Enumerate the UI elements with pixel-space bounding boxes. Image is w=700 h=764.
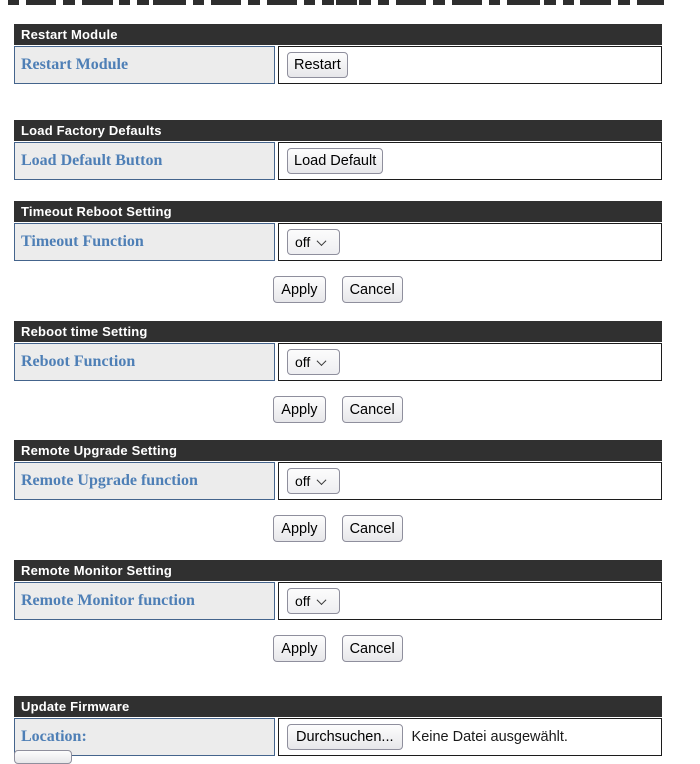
settings-section [14,440,662,542]
file-status-text: Keine Datei ausgewählt. [411,729,568,745]
load-default-button[interactable]: Load Default [287,148,383,174]
actions-row [14,635,662,662]
table-row [14,46,662,84]
section-header: Remote Monitor Setting [14,560,662,581]
table-row [14,718,662,756]
table-row [14,462,662,500]
table-row [14,343,662,381]
restart-button[interactable]: Restart [287,52,348,78]
row-label: Remote Upgrade function [14,462,275,500]
sections [14,24,662,756]
chevron-down-icon [317,475,327,485]
table-row [14,223,662,261]
settings-section [14,120,662,180]
timeout-function-select[interactable] [287,229,340,255]
section-header: Remote Upgrade Setting [14,440,662,461]
cancel-button[interactable]: Cancel [342,515,403,542]
section-header: Update Firmware [14,696,662,717]
apply-button[interactable]: Apply [273,515,325,542]
cancel-button[interactable]: Cancel [342,635,403,662]
select-value: off [295,354,311,370]
row-label: Timeout Function [14,223,275,261]
chevron-down-icon [317,595,327,605]
actions-row [14,396,662,423]
section-header: Restart Module [14,24,662,45]
clipped-menu-row [8,0,664,5]
cancel-button[interactable]: Cancel [342,276,403,303]
upload-button-clipped[interactable] [14,750,72,764]
row-label: Location: [14,718,275,756]
row-control-cell [278,46,662,84]
select-value: off [295,473,311,489]
table-row [14,142,662,180]
reboot-function-select[interactable] [287,349,340,375]
apply-button[interactable]: Apply [273,276,325,303]
row-control-cell [278,462,662,500]
settings-section [14,24,662,84]
row-control-cell [278,223,662,261]
remote-monitor-function-select[interactable] [287,588,340,614]
remote-upgrade-function-select[interactable] [287,468,340,494]
select-value: off [295,234,311,250]
chevron-down-icon [317,356,327,366]
apply-button[interactable]: Apply [273,396,325,423]
table-row [14,582,662,620]
row-label: Remote Monitor function [14,582,275,620]
cancel-button[interactable]: Cancel [342,396,403,423]
actions-row [14,515,662,542]
chevron-down-icon [317,236,327,246]
row-label: Load Default Button [14,142,275,180]
settings-section [14,560,662,662]
row-control-cell [278,718,662,756]
apply-button[interactable]: Apply [273,635,325,662]
settings-section [14,321,662,423]
browse-button[interactable]: Durchsuchen... [287,724,403,750]
select-value: off [295,593,311,609]
row-control-cell [278,142,662,180]
section-header: Timeout Reboot Setting [14,201,662,222]
row-control-cell [278,582,662,620]
section-header: Reboot time Setting [14,321,662,342]
settings-section [14,696,662,756]
actions-row [14,276,662,303]
row-control-cell [278,343,662,381]
settings-section [14,201,662,303]
row-label: Reboot Function [14,343,275,381]
section-header: Load Factory Defaults [14,120,662,141]
row-label: Restart Module [14,46,275,84]
